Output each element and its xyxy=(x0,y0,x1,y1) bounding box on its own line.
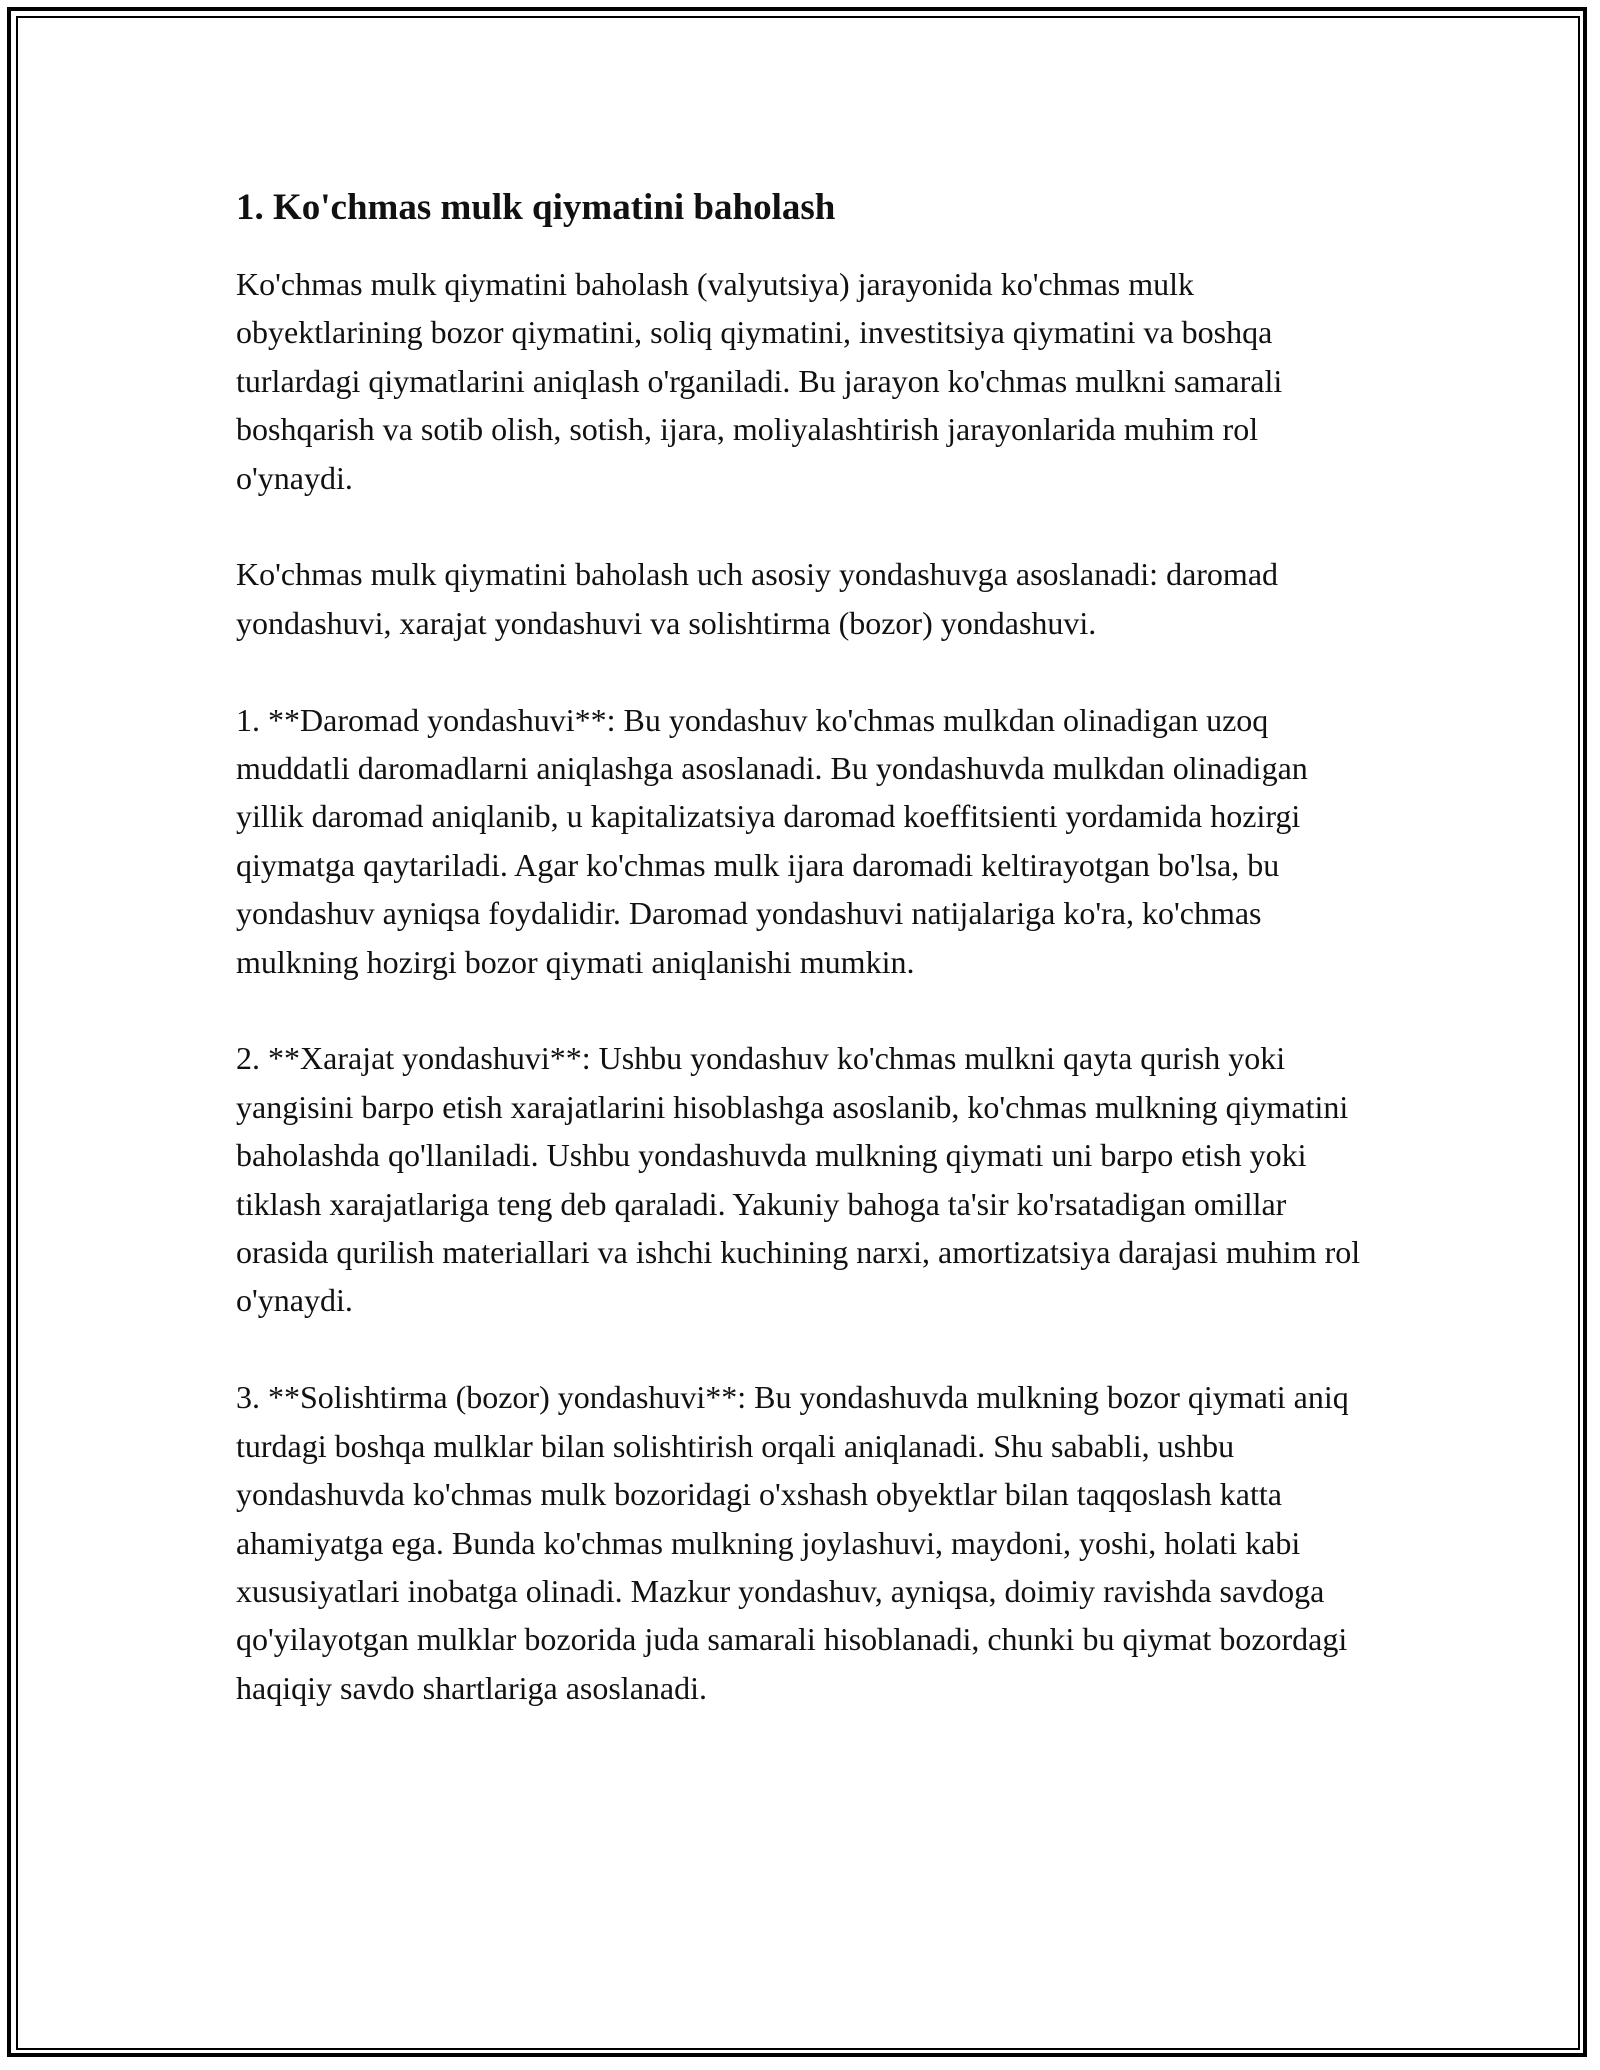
document-title: 1. Ko'chmas mulk qiymatini baholash xyxy=(236,187,836,228)
document-body xyxy=(236,186,1366,1761)
paragraph-intro: Ko'chmas mulk qiymatini baholash (valyutsiya) jarayonida ko'chmas mulk obyektlarining bozor qiymatini, soliq qiymatini, investitsiya qiymatini va boshqa turlardagi qiymatlarini aniqlash o'rganiladi. Bu jarayon ko'chmas mulkni samarali boshqarish va sotib olish, sotish, ijara, moliyalashtirish jarayonlarida muhim rol o'ynaydi. xyxy=(236,266,1283,496)
paragraph-income-approach: 1. **Daromad yondashuvi**: Bu yondashuv ko'chmas mulkdan olinadigan uzoq muddatli daromadlarni aniqlashga asoslanadi. Bu yondashuvda mulkdan olinadigan yillik daromad aniqlanib, u kapitalizatsiya daromad koeffitsienti yordamida hozirgi qiymatga qaytariladi. Agar ko'chmas mulk ijara daromadi keltirayotgan bo'lsa, bu yondashuv ayniqsa foydalidir. Daromad yondashuvi natijalariga ko'ra, ko'chmas mulkning hozirgi bozor qiymati aniqlanishi mumkin. xyxy=(236,701,1308,980)
paragraph-market-approach: 3. **Solishtirma (bozor) yondashuvi**: Bu yondashuvda mulkning bozor qiymati aniq turdagi boshqa mulklar bilan solishtirish orqali aniqlanadi. Shu sababli, ushbu yondashuvda ko'chmas mulk bozoridagi o'xshash obyektlar bilan taqqoslash katta ahamiyatga ega. Bunda ko'chmas mulkning joylashuvi, maydoni, yoshi, holati kabi xususiyatlari inobatga olinadi. Mazkur yondashuv, ayniqsa, doimiy ravishda savdoga qo'yilayotgan mulklar bozorida juda samarali hisoblanadi, chunki bu qiymat bozordagi haqiqiy savdo shartlariga asoslanadi. xyxy=(236,1379,1349,1706)
paragraph-cost-approach: 2. **Xarajat yondashuvi**: Ushbu yondashuv ko'chmas mulkni qayta qurish yoki yangisini barpo etish xarajatlarini hisoblashga asoslanib, ko'chmas mulkning qiymatini baholashda qo'llaniladi. Ushbu yondashuvda mulkning qiymati uni barpo etish yoki tiklash xarajatlariga teng deb qaraladi. Yakuniy bahoga ta'sir ko'rsatadigan omillar orasida qurilish materiallari va ishchi kuchining narxi, amortizatsiya darajasi muhim rol o'ynaydi. xyxy=(236,1040,1361,1319)
paragraph-approaches: Ko'chmas mulk qiymatini baholash uch asosiy yondashuvga asoslanadi: daromad yondashuvi, xarajat yondashuvi va solishtirma (bozor) yondashuvi. xyxy=(236,556,1279,641)
